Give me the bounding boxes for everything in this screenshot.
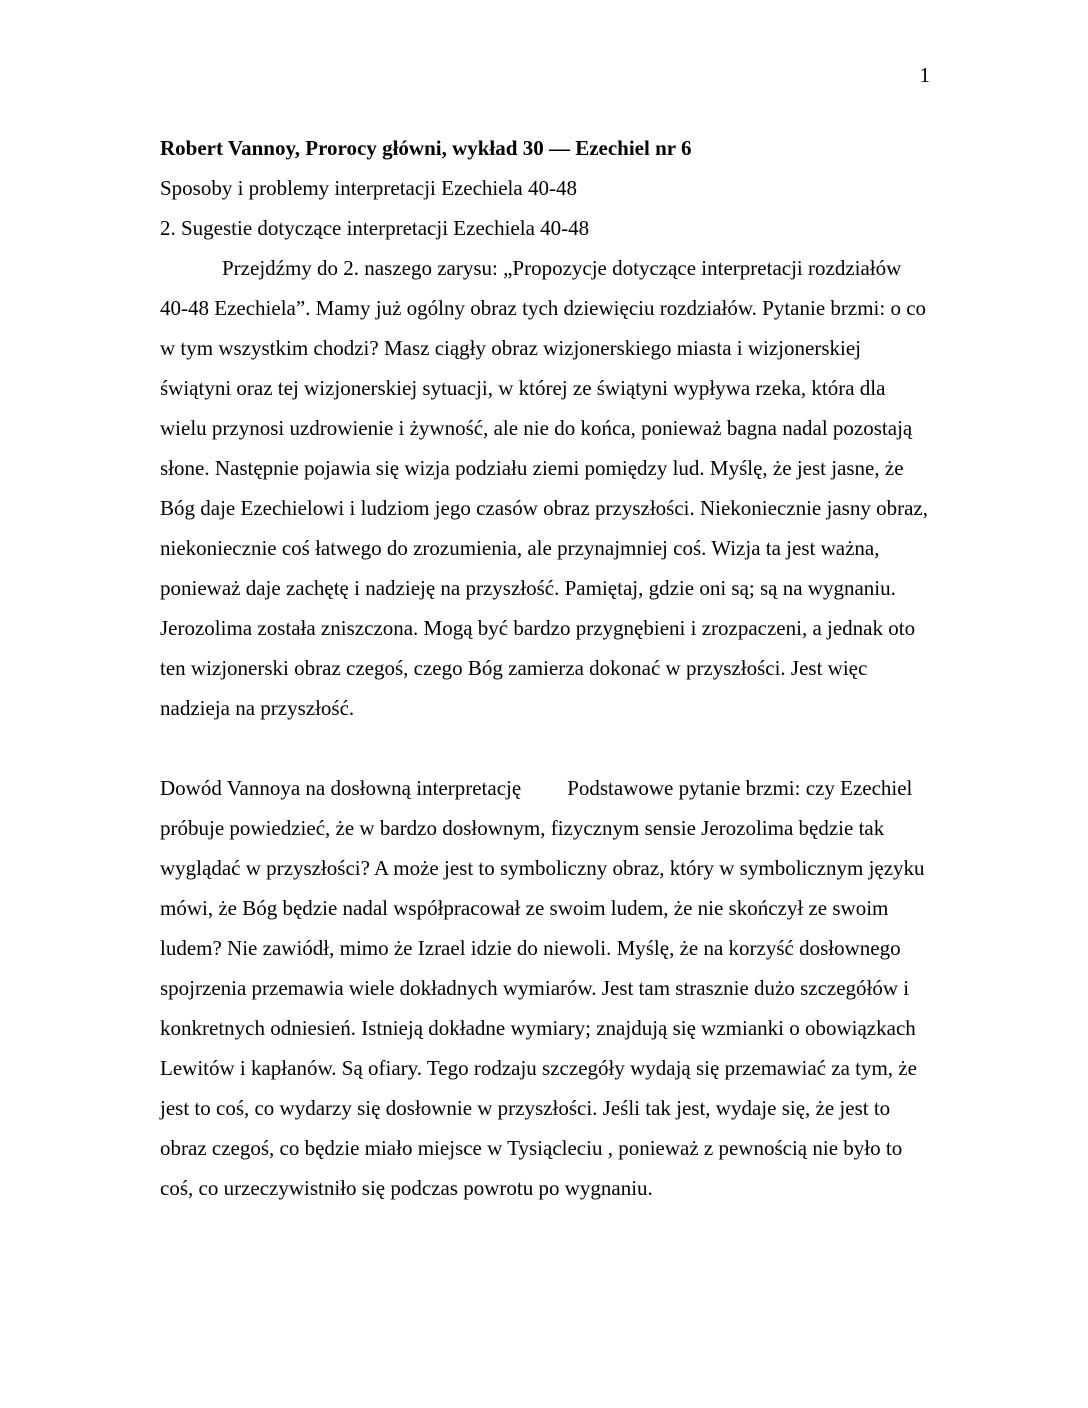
subtitle-line-1: Sposoby i problemy interpretacji Ezechiela 40-48 <box>160 176 577 200</box>
document-title: Robert Vannoy, Prorocy główni, wykład 30 — Ezechiel nr 6 <box>160 136 692 160</box>
paragraph-2-lead: Dowód Vannoya na dosłowną interpretację <box>160 776 522 800</box>
paragraph-1: Przejdźmy do 2. naszego zarysu: „Propozycje dotyczące interpretacji rozdziałów 40-48 Ezechiela”. Mamy już ogólny obraz tych dziewięciu rozdziałów. Pytanie brzmi: o co w tym wszystkim chodzi? Masz ciągły obraz wizjonerskiego miasta i wizjonerskiej świątyni oraz tej wizjonerskiej sytuacji, w której ze świątyni wypływa rzeka, która dla wielu przynosi uzdrowienie i żywność, ale nie do końca, ponieważ bagna nadal pozostają słone. Następnie pojawia się wizja podziału ziemi pomiędzy lud. Myślę, że jest jasne, że Bóg daje Ezechielowi i ludziom jego czasów obraz przyszłości. Niekoniecznie jasny obraz, niekoniecznie coś łatwego do zrozumienia, ale przynajmniej coś. Wizja ta jest ważna, ponieważ daje zachętę i nadzieję na przyszłość. Pamiętaj, gdzie oni są; są na wygnaniu. Jerozolima została zniszczona. Mogą być bardzo przygnębieni i zrozpaczeni, a jednak oto ten wizjonerski obraz czegoś, czego Bóg zamierza dokonać w przyszłości. Jest więc nadzieja na przyszłość. <box>160 256 928 720</box>
subtitle-line-2: 2. Sugestie dotyczące interpretacji Ezechiela 40-48 <box>160 216 590 240</box>
paragraph-2 <box>160 768 932 1208</box>
paragraph-2-text: Podstawowe pytanie brzmi: czy Ezechiel próbuje powiedzieć, że w bardzo dosłownym, fizycznym sensie Jerozolima będzie tak wyglądać w przyszłości? A może jest to symboliczny obraz, który w symbolicznym języku mówi, że Bóg będzie nadal współpracował ze swoim ludem, że nie skończył ze swoim ludem? Nie zawiódł, mimo że Izrael idzie do niewoli. Myślę, że na korzyść dosłownego spojrzenia przemawia wiele dokładnych wymiarów. Jest tam strasznie dużo szczegółów i konkretnych odniesień. Istnieją dokładne wymiary; znajdują się wzmianki o obowiązkach Lewitów i kapłanów. Są ofiary. Tego rodzaju szczegóły wydają się przemawiać za tym, że jest to coś, co wydarzy się dosłownie w przyszłości. Jeśli tak jest, wydaje się, że jest to obraz czegoś, co będzie miało miejsce w Tysiącleciu , ponieważ z pewnością nie było to coś, co urzeczywistniło się podczas powrotu po wygnaniu. <box>160 776 925 1200</box>
page-number: 1 <box>919 63 930 87</box>
document-content <box>160 128 932 1208</box>
